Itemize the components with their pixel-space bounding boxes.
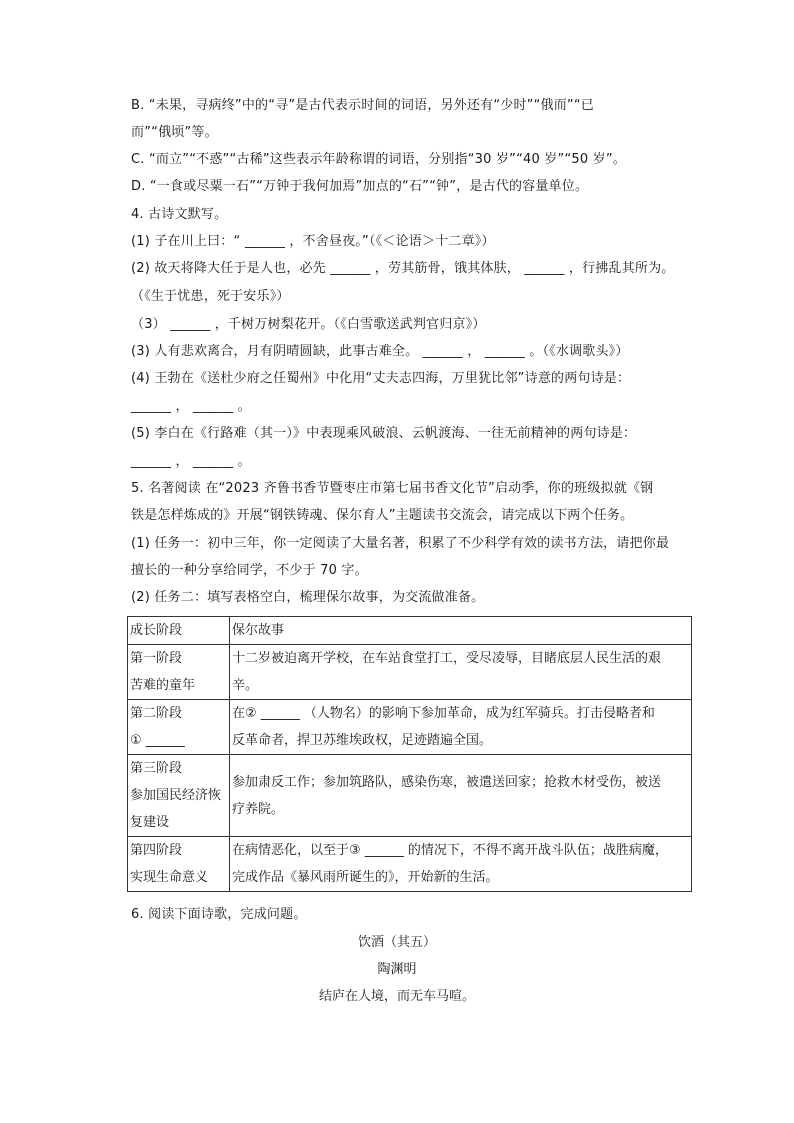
task-1-line1: (1) 任务一：初中三年，你一定阅读了大量名著，积累了不少科学有效的读书方法，请把你最 bbox=[131, 536, 670, 551]
table-row bbox=[128, 837, 692, 892]
table-header-row bbox=[128, 617, 692, 645]
story-text: 反革命者，捍卫苏维埃政权，足迹踏遍全国。 bbox=[232, 733, 493, 748]
q4-item-5: (5) 李白在《行路难（其一）》中表现乘风破浪、云帆渡海、一往无前精神的两句诗是： bbox=[131, 426, 637, 441]
story-text: 在病情恶化，以至于③ ______ 的情况下，不得不离开战斗队伍；战胜病魔， bbox=[232, 843, 668, 858]
stage-name-blank: ① ______ bbox=[130, 733, 185, 748]
q4-item-3b: (3) 人有悲欢离合，月有阴晴圆缺，此事古难全。 ______ ， ______ 。（《水调歌头》） bbox=[131, 344, 629, 359]
question-5-line2: 铁是怎样炼成的》开展“钢铁铸魂、保尔育人”主题读书交流会，请完成以下两个任务。 bbox=[131, 508, 634, 523]
q4-item-5-blanks: ______ ， ______ 。 bbox=[131, 454, 251, 469]
stage-label: 第二阶段 bbox=[130, 706, 183, 721]
table-row bbox=[128, 700, 692, 755]
header-story: 保尔故事 bbox=[230, 617, 692, 645]
poem-line-1: 结庐在人境，而无车马喧。 bbox=[318, 989, 475, 1004]
q4-item-2-source: （《生于忧患，死于安乐》） bbox=[131, 289, 290, 304]
option-d: D. “一食或尽粟一石”“万钟于我何加焉”加点的“石”“钟”，是古代的容量单位。 bbox=[131, 179, 589, 194]
q4-item-4: (4) 王勃在《送杜少府之任蜀州》中化用“丈夫志四海，万里犹比邻”诗意的两句诗是： bbox=[131, 371, 631, 386]
stage-label: 第四阶段 bbox=[130, 843, 183, 858]
story-cell bbox=[230, 645, 692, 700]
story-text: 十二岁被迫离开学校，在车站食堂打工，受尽凌辱，目睹底层人民生活的艰 bbox=[232, 651, 662, 666]
story-cell bbox=[230, 700, 692, 755]
story-text: 在② ______ （人物名）的影响下参加革命，成为红军骑兵。打击侵略者和 bbox=[232, 706, 655, 721]
option-c: C. “而立”“不惑”“古稀”这些表示年龄称谓的词语，分别指“30 岁”“40 岁”“50 岁”。 bbox=[131, 152, 626, 167]
task-2: (2) 任务二：填写表格空白，梳理保尔故事，为交流做准备。 bbox=[131, 590, 485, 605]
stage-cell bbox=[128, 837, 230, 892]
story-cell bbox=[230, 837, 692, 892]
question-6-title: 6. 阅读下面诗歌，完成问题。 bbox=[131, 907, 307, 922]
task-1-line2: 擅长的一种分享给同学，不少于 70 字。 bbox=[131, 563, 368, 578]
stage-name: 苦难的童年 bbox=[130, 678, 196, 693]
stage-cell bbox=[128, 755, 230, 837]
table-row bbox=[128, 755, 692, 837]
stage-cell bbox=[128, 700, 230, 755]
paul-story-table bbox=[127, 616, 692, 892]
stage-label: 第一阶段 bbox=[130, 651, 183, 666]
story-text: 参加肃反工作；参加筑路队，感染伤寒，被遣送回家；抢救木材受伤，被送 bbox=[232, 774, 662, 790]
story-text: 辛。 bbox=[232, 678, 259, 693]
stage-label: 第三阶段 bbox=[130, 761, 183, 776]
story-text: 疗养院。 bbox=[232, 801, 285, 817]
q4-item-3a: （3） ______ ，千树万树梨花开。（《白雪歌送武判官归京》） bbox=[131, 317, 486, 332]
stage-name: 复建设 bbox=[130, 815, 170, 830]
question-5-line1: 5. 名著阅读 在“2023 齐鲁书香节暨枣庄市第七届书香文化节”启动季，你的班级拟就《钢 bbox=[131, 481, 654, 496]
poem-author: 陶渊明 bbox=[377, 962, 417, 977]
table-row bbox=[128, 645, 692, 700]
stage-name: 实现生命意义 bbox=[130, 870, 209, 885]
poem-title: 饮酒（其五） bbox=[357, 935, 436, 950]
story-text: 完成作品《暴风雨所诞生的》，开始新的生活。 bbox=[232, 870, 499, 885]
q4-item-1: (1) 子在川上曰：“ ______ ，不舍昼夜。”（《＜论语＞十二章》） bbox=[131, 234, 495, 249]
header-stage: 成长阶段 bbox=[128, 617, 230, 645]
q4-item-4-blanks: ______ ， ______ 。 bbox=[131, 399, 251, 414]
question-4-title: 4. 古诗文默写。 bbox=[131, 207, 228, 222]
q4-item-2: (2) 故天将降大任于是人也，必先 ______ ，劳其筋骨，饿其体肤， ______ ，行拂乱其所为。 bbox=[131, 261, 675, 276]
option-b-line1: B. “未果，寻病终”中的“寻”是古代表示时间的词语，另外还有“少时”“俄而”“已 bbox=[131, 98, 594, 113]
story-cell bbox=[230, 755, 692, 837]
stage-name: 参加国民经济恢 bbox=[130, 788, 222, 803]
option-b-line2: 而”“俄顷”等。 bbox=[131, 125, 218, 140]
stage-cell bbox=[128, 645, 230, 700]
